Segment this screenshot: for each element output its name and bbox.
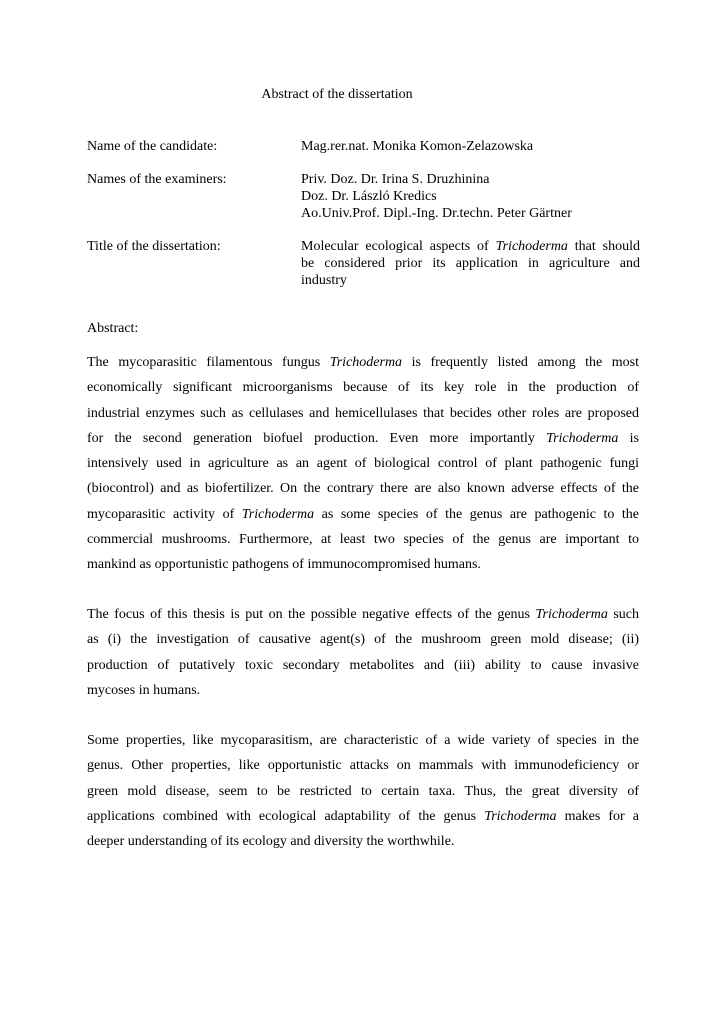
text-segment: mycoparasitic activity of [87, 506, 242, 522]
paragraph-line [87, 552, 639, 577]
paragraph-line [87, 476, 639, 501]
examiner-name: Ao.Univ.Prof. Dipl.-Ing. Dr.techn. Peter Gärtner [301, 206, 572, 221]
dissertation-title-label: Title of the dissertation: [87, 239, 221, 254]
text-segment: that should [567, 239, 640, 254]
dissertation-title-line [301, 272, 640, 289]
dissertation-title-line [301, 238, 640, 255]
text-segment: be considered prior its application in agriculture and [301, 256, 640, 271]
candidate-label: Name of the candidate: [87, 139, 218, 154]
abstract-paragraph-3 [87, 728, 639, 854]
examiner-name: Priv. Doz. Dr. Irina S. Druzhinina [301, 172, 490, 187]
text-segment: (biocontrol) and as biofertilizer. On the contrary there are also known adverse effects of the [87, 481, 639, 497]
paragraph-line [87, 728, 639, 753]
paragraph-line [87, 678, 639, 703]
text-segment: is [618, 430, 639, 446]
abstract-heading: Abstract: [87, 321, 139, 336]
abstract-paragraph-2 [87, 602, 639, 703]
paragraph-line [87, 829, 639, 854]
genus-name: Trichoderma [535, 607, 608, 622]
text-segment: makes for a [556, 808, 639, 824]
paragraph-line [87, 753, 639, 778]
examiner-name: Doz. Dr. László Kredics [301, 189, 437, 204]
candidate-value: Mag.rer.nat. Monika Komon-Zelazowska [301, 139, 534, 154]
text-segment: Some properties, like mycoparasitism, are characteristic of a wide variety of species in the [87, 733, 639, 748]
abstract-paragraph-1 [87, 350, 639, 578]
text-segment: applications combined with ecological adaptability of the genus [87, 808, 485, 824]
paragraph-line [87, 627, 639, 652]
paragraph-line [87, 804, 639, 829]
dissertation-title-line [301, 255, 640, 272]
paragraph-line [87, 502, 639, 527]
text-segment: The mycoparasitic filamentous fungus [87, 355, 330, 370]
text-segment: industry [301, 273, 347, 288]
genus-name: Trichoderma [329, 355, 403, 370]
text-segment: is frequently listed among the most [402, 355, 640, 370]
paragraph-line [87, 527, 639, 552]
paragraph-line [87, 401, 639, 426]
text-segment: as (i) the investigation of causative agent(s) of the mushroom green mold disease; (ii) [87, 632, 639, 648]
examiners-label: Names of the examiners: [87, 172, 227, 187]
paragraph-line [87, 602, 639, 627]
text-segment: for the second generation biofuel production. Even more importantly [87, 430, 547, 446]
paragraph-line [87, 653, 639, 678]
paragraph-line [87, 350, 639, 375]
text-segment: production of putatively toxic secondary metabolites and (iii) ability to cause invasive [87, 657, 639, 673]
paragraph-line [87, 426, 639, 451]
text-segment: green mold disease, seem to be restricted to certain taxa. Thus, the great diversity of [87, 783, 639, 799]
paragraph-line [87, 451, 639, 476]
paragraph-line [87, 375, 639, 400]
text-segment: Molecular ecological aspects of [301, 239, 496, 254]
genus-name: Trichoderma [484, 808, 557, 824]
document-title: Abstract of the dissertation [261, 87, 413, 102]
text-segment: as some species of the genus are pathogenic to the [314, 506, 639, 522]
text-segment: The focus of this thesis is put on the possible negative effects of the genus [87, 607, 536, 622]
text-segment: deeper understanding of its ecology and diversity the worthwhile. [87, 834, 455, 850]
text-segment: intensively used in agriculture as an agent of biological control of plant pathogenic fungi [87, 456, 639, 472]
text-segment: genus. Other properties, like opportunistic attacks on mammals with immunodeficiency or [87, 758, 639, 774]
paragraph-line [87, 779, 639, 804]
genus-name: Trichoderma [495, 239, 568, 254]
text-segment: such [607, 607, 639, 622]
text-segment: economically significant microorganisms because of its key role in the production of [87, 380, 639, 396]
text-segment: mankind as opportunistic pathogens of immunocompromised humans. [87, 557, 481, 573]
genus-name: Trichoderma [546, 430, 619, 446]
examiners-list [301, 171, 640, 222]
dissertation-title-value [301, 238, 640, 289]
text-segment: commercial mushrooms. Furthermore, at least two species of the genus are important to [87, 532, 639, 548]
text-segment: mycoses in humans. [87, 682, 201, 698]
text-segment: industrial enzymes such as cellulases and hemicellulases that becides other roles are proposed [87, 405, 639, 421]
genus-name: Trichoderma [241, 506, 315, 522]
